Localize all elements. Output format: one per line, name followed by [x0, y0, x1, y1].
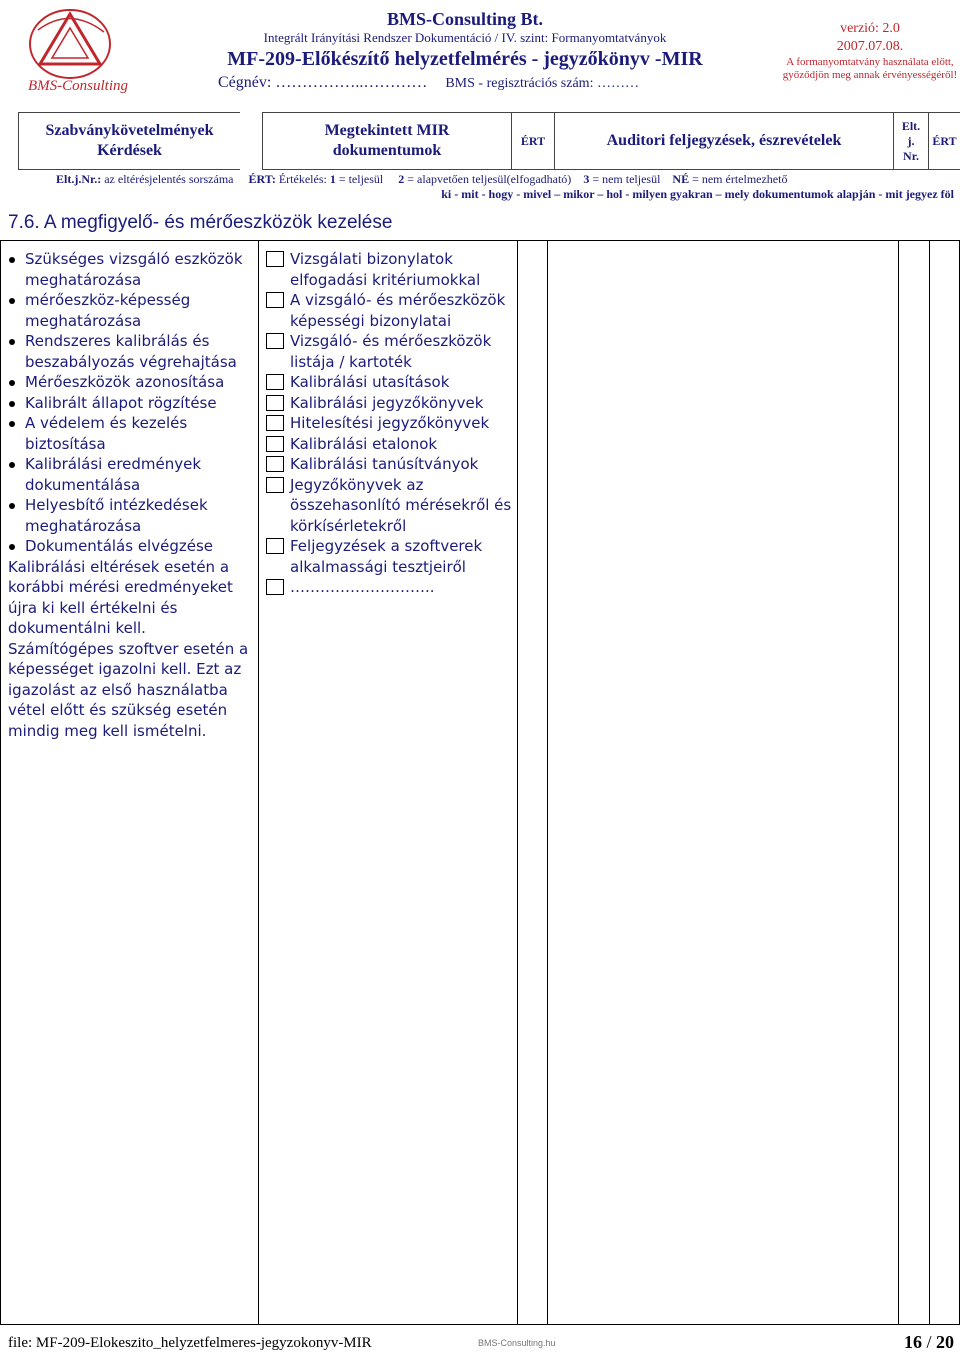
col1-line1: Szabványkövetelmények [45, 122, 214, 139]
document-item [266, 331, 514, 372]
documents-checklist [266, 249, 514, 598]
registration-field: BMS - regisztrációs szám: ……… [445, 76, 639, 91]
col2-line1: Megtekintett MIR [324, 122, 450, 139]
grid-line [929, 241, 930, 1324]
requirement-item: mérőeszköz-képesség meghatározása [8, 290, 254, 331]
document-item [266, 454, 514, 475]
legend-v3-num: 3 [583, 172, 590, 186]
document-label: Vizsgálati bizonylatok elfogadási kritériumokkal [290, 250, 481, 289]
document-label: Kalibrálási jegyzőkönyvek [290, 393, 484, 412]
requirement-item: Helyesbítő intézkedések meghatározása [8, 495, 254, 536]
grid-line [517, 241, 518, 1324]
legend-v3-text: = nem teljesül [589, 172, 661, 186]
legend-elt-text: az eltérésjelentés sorszáma [101, 172, 234, 186]
legend-ert-text: Értékelés: [275, 172, 330, 186]
legend-line-2: ki - mit - hogy - mivel – mikor – hol - milyen gyakran – mely dokumentumok alapján - mit jegyez föl [441, 187, 954, 201]
document-label: Kalibrálási etalonok [290, 434, 438, 453]
page-separator: / [921, 1332, 936, 1352]
document-label: A vizsgáló- és mérőeszközök képességi bizonylatai [290, 291, 506, 330]
checkbox[interactable] [266, 456, 284, 472]
document-label: Vizsgáló- és mérőeszközök listája / kartoték [290, 332, 492, 371]
document-item [266, 393, 514, 414]
col-header-requirements [18, 112, 240, 170]
document-label: Kalibrálási utasítások [290, 373, 450, 391]
col-header-documents [262, 112, 512, 170]
requirements-list [8, 249, 254, 557]
checkbox[interactable] [266, 579, 284, 595]
page-footer [0, 1328, 960, 1358]
document-item [266, 290, 514, 331]
document-title: MF-209-Előkészítő helyzetfelmérés - jegyzőkönyv -MIR [227, 48, 703, 70]
checkbox[interactable] [266, 374, 284, 390]
validity-note-2: győződjön meg annak érvényességéről! [782, 69, 958, 81]
requirement-item: A védelem és kezelés biztosítása [8, 413, 254, 454]
legend [56, 172, 956, 187]
document-label: ……………………….. [290, 578, 435, 596]
requirement-item: Szükséges vizsgáló eszközök meghatározása [8, 249, 254, 290]
document-item [266, 536, 514, 577]
document-label: Hitelesítési jegyzőkönyvek [290, 414, 490, 432]
legend-elt-label: Elt.j.Nr.: [56, 172, 102, 186]
company-name: BMS-Consulting Bt. [386, 9, 544, 29]
document-item [266, 249, 514, 290]
document-item [266, 475, 514, 537]
col-header-auditor-notes: Auditori feljegyzések, észrevételek [554, 112, 894, 170]
current-page: 16 [903, 1332, 922, 1352]
section-title: 7.6. A megfigyelő- és mérőeszközök kezelése [8, 212, 393, 233]
logo-text: BMS-Consulting [28, 78, 128, 94]
col-header-ert-2: ÉRT [928, 112, 960, 170]
requirement-item: Mérőeszközök azonosítása [8, 372, 254, 393]
page-header [0, 0, 960, 100]
audit-table [0, 240, 960, 1325]
requirement-item: Kalibrált állapot rögzítése [8, 393, 254, 414]
legend-v2-text: = alapvetően teljesül(elfogadható) [404, 172, 572, 186]
document-label: Jegyzőkönyvek az összehasonlító mérésekről és körkísérletekről [290, 475, 512, 535]
header-center [150, 0, 780, 95]
checkbox[interactable] [266, 251, 284, 267]
checkbox[interactable] [266, 436, 284, 452]
footer-logo: BMS-Consulting.hu [478, 1338, 556, 1348]
legend-ne-text: = nem értelmezhető [689, 172, 788, 186]
requirement-item: Dokumentálás elvégzése [8, 536, 254, 557]
document-label: Feljegyzések a szoftverek alkalmassági tesztjeiről [290, 537, 483, 576]
checkbox[interactable] [266, 292, 284, 308]
document-item [266, 434, 514, 455]
document-label: Kalibrálási tanúsítványok [290, 455, 479, 473]
grid-line [898, 241, 899, 1324]
grid-line [0, 241, 1, 1324]
legend-v2-num: 2 [398, 172, 405, 186]
document-level: Integrált Irányítási Rendszer Dokumentáció / IV. szint: Formanyomtatványok [263, 30, 667, 45]
requirement-paragraph: Számítógépes szoftver esetén a képességet igazolni kell. Ezt az igazolást az első használatba vétel előtt és szükség esetén mindig meg kell ismételni. [8, 639, 249, 740]
col5-line1: Elt. [901, 118, 921, 133]
company-line [150, 72, 780, 95]
grid-line [258, 241, 259, 1324]
requirement-item: Rendszeres kalibrálás és beszabályozás végrehajtása [8, 331, 254, 372]
cegnev-field: Cégnév: ……………..………… [218, 74, 428, 91]
requirement-item: Kalibrálási eredmények dokumentálása [8, 454, 254, 495]
col5-line3: Nr. [903, 148, 919, 163]
legend-ne-label: NÉ [672, 172, 690, 186]
version-date: 2007.07.08. [836, 39, 904, 54]
checkbox[interactable] [266, 333, 284, 349]
legend-v1-num: 1 [329, 172, 336, 186]
legend-ert-label: ÉRT: [248, 172, 276, 186]
document-item [266, 372, 514, 393]
requirements-cell [8, 249, 254, 741]
grid-line [547, 241, 548, 1324]
legend-v1-text: = teljesül [335, 172, 384, 186]
page-number [904, 1332, 954, 1353]
version-box [780, 20, 960, 82]
version-label: verzió: 2.0 [840, 21, 900, 36]
checkbox[interactable] [266, 538, 284, 554]
col1-line2: Kérdések [97, 142, 162, 159]
requirement-paragraph: Kalibrálási eltérések esetén a korábbi mérési eredményeket újra ki kell értékelni és dokumentálni kell. [8, 557, 233, 637]
document-item [266, 577, 514, 598]
col5-line2: j. [907, 133, 915, 148]
col-header-elt-nr [894, 112, 928, 170]
checkbox[interactable] [266, 415, 284, 431]
col-header-ert-1: ÉRT [512, 112, 554, 170]
checkbox[interactable] [266, 477, 284, 493]
footer-filename: file: MF-209-Elokeszito_helyzetfelmeres-jegyzokonyv-MIR [8, 1335, 372, 1351]
col2-line2: dokumentumok [332, 142, 442, 159]
document-item [266, 413, 514, 434]
total-pages: 20 [936, 1332, 954, 1352]
checkbox[interactable] [266, 395, 284, 411]
validity-note-1: A formanyomtatvány használata előtt, [786, 56, 954, 68]
